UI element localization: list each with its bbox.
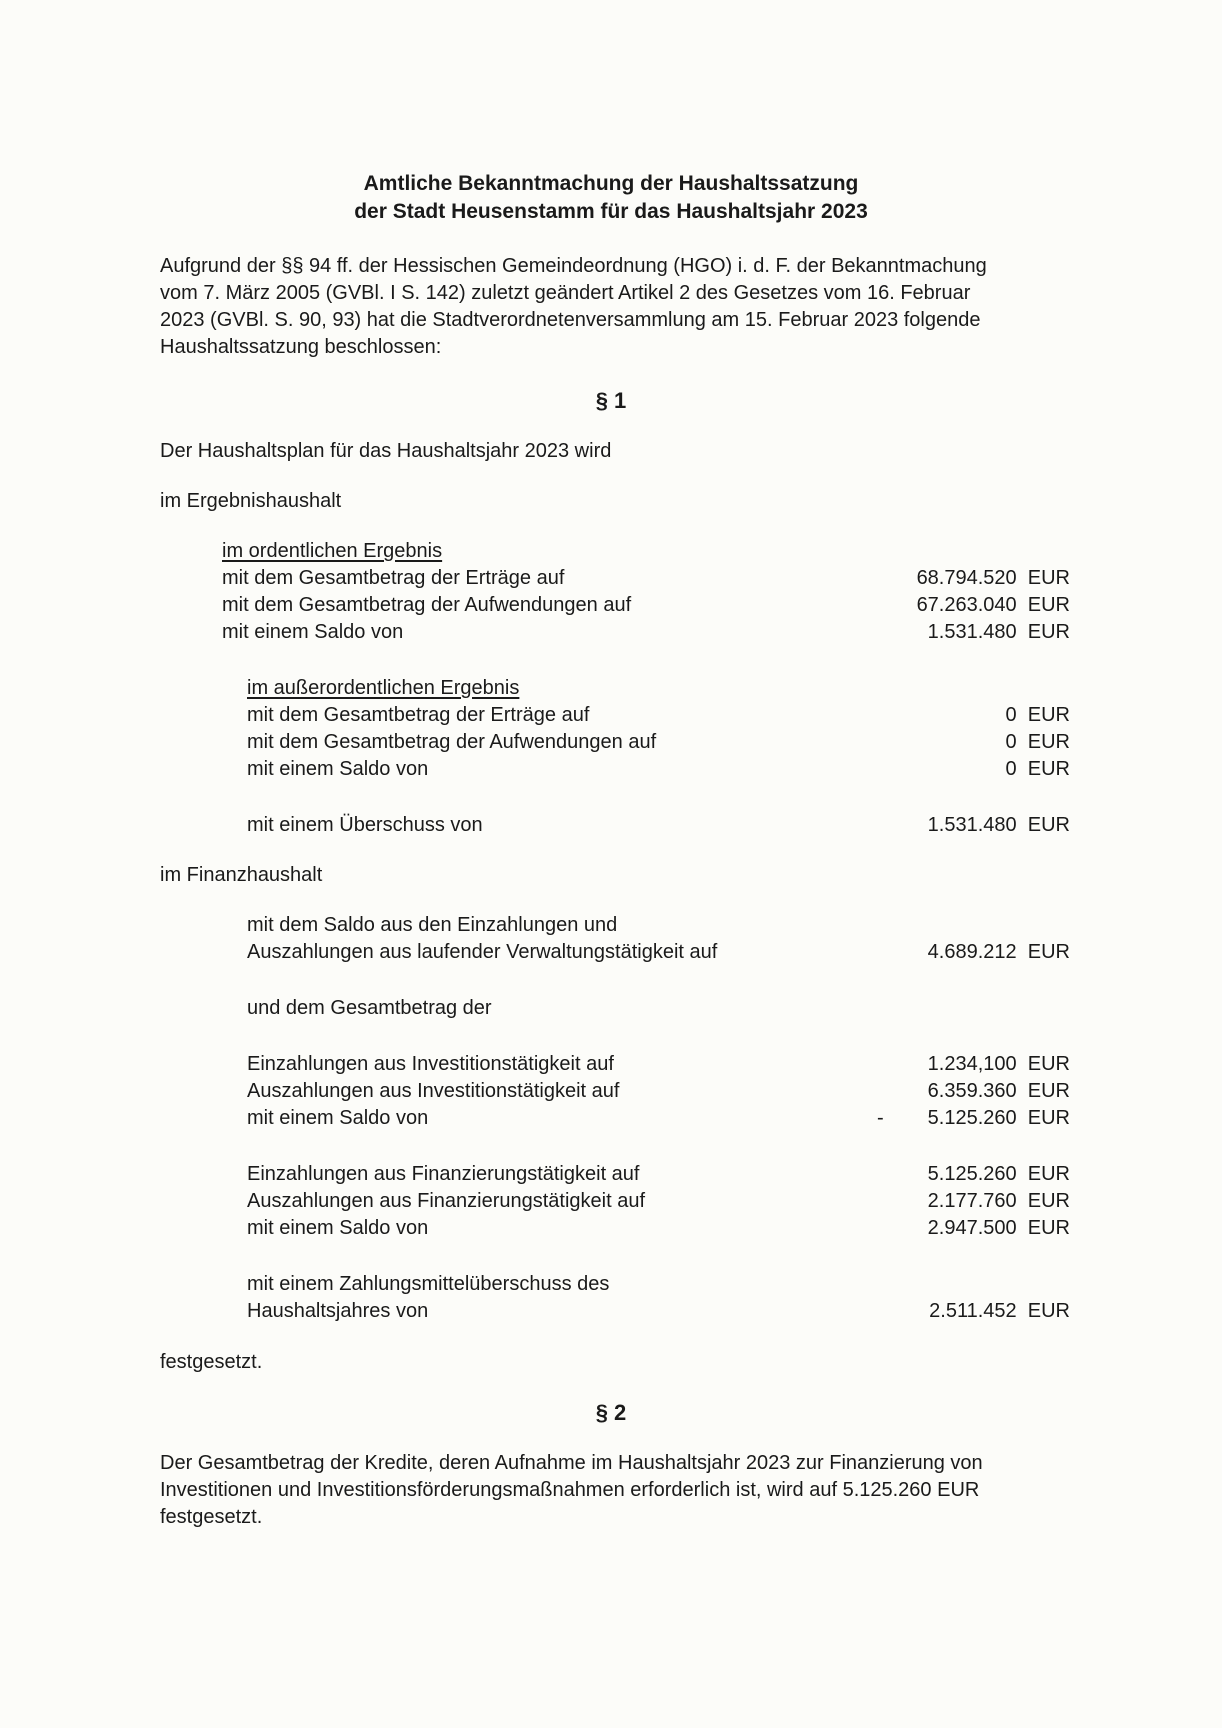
zahlungsmittel-label-line-1: mit einem Zahlungsmittelüberschuss des (247, 1273, 610, 1295)
section-1-lead: Der Haushaltsplan für das Haushaltsjahr 2023 wird (160, 440, 612, 462)
investition-row-amount: 5.125.260 EUR (927, 1107, 1070, 1129)
finanzierung-row-amount: 2.177.760 EUR (927, 1190, 1070, 1212)
ueberschuss-label: mit einem Überschuss von (247, 814, 483, 836)
ausserordentlich-row-amount: 0 EUR (1005, 731, 1070, 753)
ordentlich-row-amount: 1.531.480 EUR (927, 621, 1070, 643)
section-1-closing: festgesetzt. (160, 1351, 263, 1373)
ausserordentlich-row-amount: 0 EUR (1005, 758, 1070, 780)
ergebnishaushalt-heading: im Ergebnishaushalt (160, 490, 342, 512)
ueberschuss-amount: 1.531.480 EUR (927, 814, 1070, 836)
section-2-line-2: Investitionen und Investitionsförderungsmaßnahmen erforderlich ist, wird auf 5.125.260 EUR (160, 1479, 980, 1501)
finanzierung-row-amount: 2.947.500 EUR (927, 1217, 1070, 1239)
section-2-heading: § 2 (595, 1400, 627, 1425)
finanzierung-row-label: Auszahlungen aus Finanzierungstätigkeit auf (247, 1190, 646, 1212)
finanzierung-row-label: Einzahlungen aus Finanzierungstätigkeit auf (247, 1163, 640, 1185)
section-2-line-3: festgesetzt. (160, 1506, 263, 1528)
investition-row-label: Einzahlungen aus Investitionstätigkeit auf (247, 1053, 614, 1075)
investition-row-amount: 6.359.360 EUR (927, 1080, 1070, 1102)
laufend-label-line-1: mit dem Saldo aus den Einzahlungen und (247, 914, 618, 936)
finanzierung-row-label: mit einem Saldo von (247, 1217, 429, 1239)
intro-line-3: 2023 (GVBl. S. 90, 93) hat die Stadtverordnetenversammlung am 15. Februar 2023 folgende (160, 309, 981, 331)
investition-row-label: mit einem Saldo von (247, 1107, 429, 1129)
ausserordentlich-row-label: mit dem Gesamtbetrag der Aufwendungen auf (247, 731, 657, 753)
intro-line-4: Haushaltssatzung beschlossen: (160, 336, 442, 358)
ordentlich-row-label: mit einem Saldo von (222, 621, 404, 643)
section-1-heading: § 1 (595, 388, 627, 413)
finanzhaushalt-heading: im Finanzhaushalt (160, 864, 323, 886)
investition-row-label: Auszahlungen aus Investitionstätigkeit auf (247, 1080, 620, 1102)
laufend-amount: 4.689.212 EUR (927, 941, 1070, 963)
investition-saldo-sign: - (877, 1107, 884, 1129)
document-title-line-2: der Stadt Heusenstamm für das Haushaltsjahr 2023 (354, 200, 868, 223)
document-title-line-1: Amtliche Bekanntmachung der Haushaltssatzung (363, 172, 859, 195)
laufend-label-line-2: Auszahlungen aus laufender Verwaltungstätigkeit auf (247, 941, 718, 963)
zahlungsmittel-amount: 2.511.452 EUR (929, 1300, 1070, 1322)
investition-row-amount: 1.234,100 EUR (927, 1053, 1070, 1075)
ausserordentlich-row-label: mit einem Saldo von (247, 758, 429, 780)
intro-line-1: Aufgrund der §§ 94 ff. der Hessischen Gemeindeordnung (HGO) i. d. F. der Bekanntmachung (160, 255, 987, 277)
zahlungsmittel-label-line-2: Haushaltsjahres von (247, 1300, 429, 1322)
ordentlich-row-label: mit dem Gesamtbetrag der Aufwendungen auf (222, 594, 632, 616)
intro-line-2: vom 7. März 2005 (GVBl. I S. 142) zuletzt geändert Artikel 2 des Gesetzes vom 16. Februar (160, 282, 971, 304)
finanzierung-row-amount: 5.125.260 EUR (927, 1163, 1070, 1185)
ausserordentlich-row-label: mit dem Gesamtbetrag der Erträge auf (247, 704, 590, 726)
ausserordentlich-row-amount: 0 EUR (1005, 704, 1070, 726)
ordentlich-row-amount: 67.263.040 EUR (916, 594, 1070, 616)
section-2-line-1: Der Gesamtbetrag der Kredite, deren Aufnahme im Haushaltsjahr 2023 zur Finanzierung von (160, 1452, 983, 1474)
gesamtbetrag-intro: und dem Gesamtbetrag der (247, 997, 492, 1019)
ausserordentlich-heading: im außerordentlichen Ergebnis (247, 677, 520, 699)
ordentlich-row-label: mit dem Gesamtbetrag der Erträge auf (222, 567, 565, 589)
ordentlich-row-amount: 68.794.520 EUR (916, 567, 1070, 589)
ordentlich-heading: im ordentlichen Ergebnis (222, 540, 443, 562)
